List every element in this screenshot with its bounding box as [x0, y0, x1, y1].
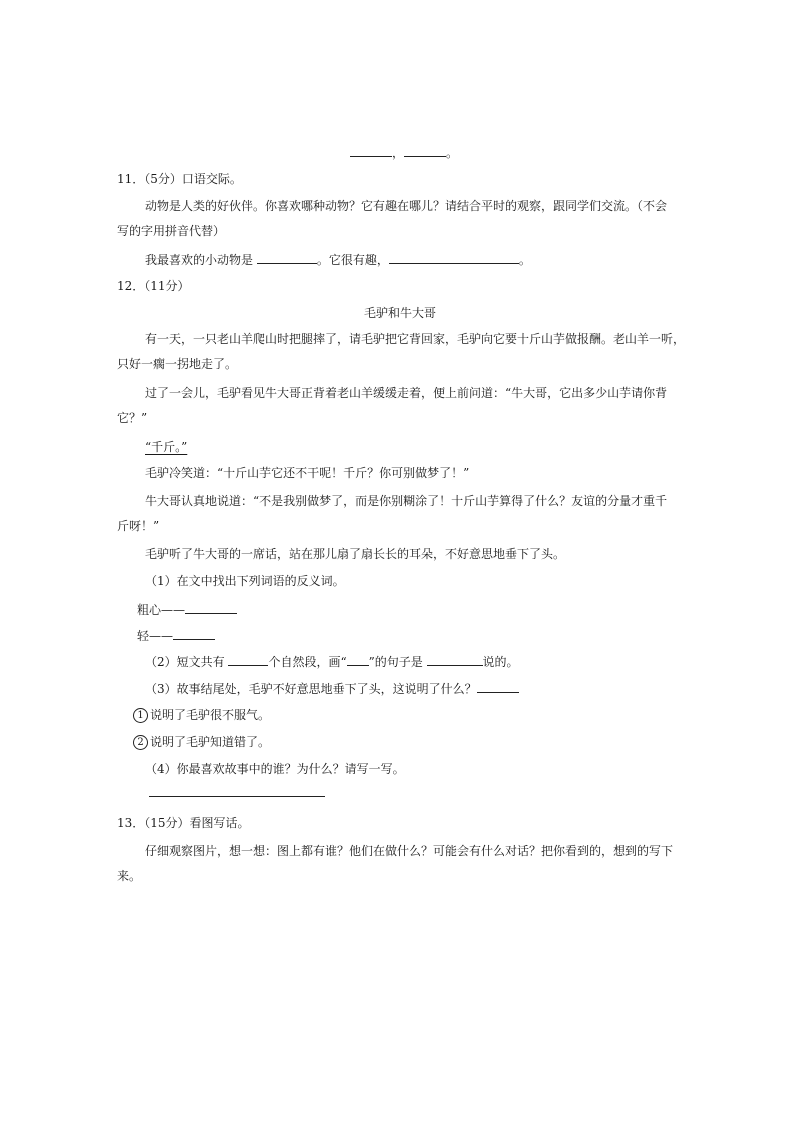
answer-blank[interactable]	[185, 601, 237, 614]
antonym-row: 粗心——	[137, 601, 237, 618]
story-paragraph: 有一天，一只老山羊爬山时把腿摔了，请毛驴把它背回家，毛驴向它要十斤山芋做报酬。老山羊一听，	[145, 332, 686, 346]
question-header: （5分）口语交际。	[144, 172, 242, 186]
answer-line[interactable]	[149, 784, 325, 801]
q13-paragraph-line: 来。	[117, 869, 142, 883]
answer-blank[interactable]	[427, 653, 483, 666]
q12-heading	[117, 278, 190, 294]
q13-heading	[117, 815, 250, 831]
story-title: 毛驴和牛大哥	[364, 306, 437, 320]
circled-number-icon: 1	[133, 708, 148, 723]
question-header: （11分）	[144, 279, 190, 293]
sub-question-3: （3）故事结尾处，毛驴不好意思地垂下了头，这说明了什么？	[145, 680, 519, 697]
q11-fill-line: 我最喜欢的小动物是 。它很有趣， 。	[145, 253, 531, 267]
sub-question-4: （4）你最喜欢故事中的谁？为什么？请写一写。	[145, 762, 405, 776]
question-number: 12．	[117, 279, 145, 293]
answer-blank[interactable]	[173, 627, 215, 640]
story-paragraph: 毛驴听了牛大哥的一席话，站在那儿扇了扇长长的耳朵，不好意思地垂下了头。	[145, 547, 566, 561]
blank-line[interactable]	[404, 144, 446, 157]
question-number: 13．	[117, 816, 145, 830]
answer-blank[interactable]	[347, 653, 369, 666]
top-fill-line: ， 。	[350, 144, 458, 161]
antonym-row: 轻——	[137, 627, 215, 644]
story-paragraph: 斤呀！”	[117, 519, 160, 533]
blank-line[interactable]	[350, 144, 392, 157]
answer-blank[interactable]	[389, 251, 519, 264]
story-paragraph: 牛大哥认真地说道：“不是我别做梦了，而是你别糊涂了！十斤山芋算得了什么？友谊的分量才重千	[145, 494, 668, 508]
choice-option[interactable]: 2 说明了毛驴知道错了。	[133, 734, 270, 750]
q11-paragraph-line: 动物是人类的好伙伴。你喜欢哪种动物？它有趣在哪儿？请结合平时的观察，跟同学们交流。（不会	[145, 199, 668, 213]
answer-blank[interactable]	[477, 680, 519, 693]
story-paragraph: 它？”	[117, 411, 148, 425]
answer-blank[interactable]	[228, 653, 268, 666]
answer-blank[interactable]	[257, 251, 317, 264]
sub-question-1: （1）在文中找出下列词语的反义词。	[145, 574, 345, 588]
story-paragraph: 毛驴冷笑道：“十斤山芋它还不干呢！千斤？你可别做梦了！”	[145, 466, 470, 480]
story-paragraph: 过了一会儿，毛驴看见牛大哥正背着老山羊缓缓走着，便上前问道：“牛大哥，它出多少山芋请你背	[145, 386, 668, 400]
question-number: 11．	[117, 172, 145, 186]
sub-question-2: （2）短文共有 个自然段，画“ ”的句子是 说的。	[145, 655, 519, 669]
q13-paragraph-line: 仔细观察图片，想一想：图上都有谁？他们在做什么？可能会有什么对话？把你看到的，想到的写下	[145, 844, 674, 858]
q11-paragraph-line: 写的字用拼音代替）	[117, 224, 226, 238]
story-paragraph: 只好一瘸一拐地走了。	[117, 357, 238, 371]
circled-number-icon: 2	[133, 735, 148, 750]
question-header: （15分）看图写话。	[144, 816, 250, 830]
q11-heading	[117, 171, 242, 187]
underlined-quote: “千斤。”	[145, 440, 188, 454]
choice-option[interactable]: 1 说明了毛驴很不服气。	[133, 707, 270, 723]
